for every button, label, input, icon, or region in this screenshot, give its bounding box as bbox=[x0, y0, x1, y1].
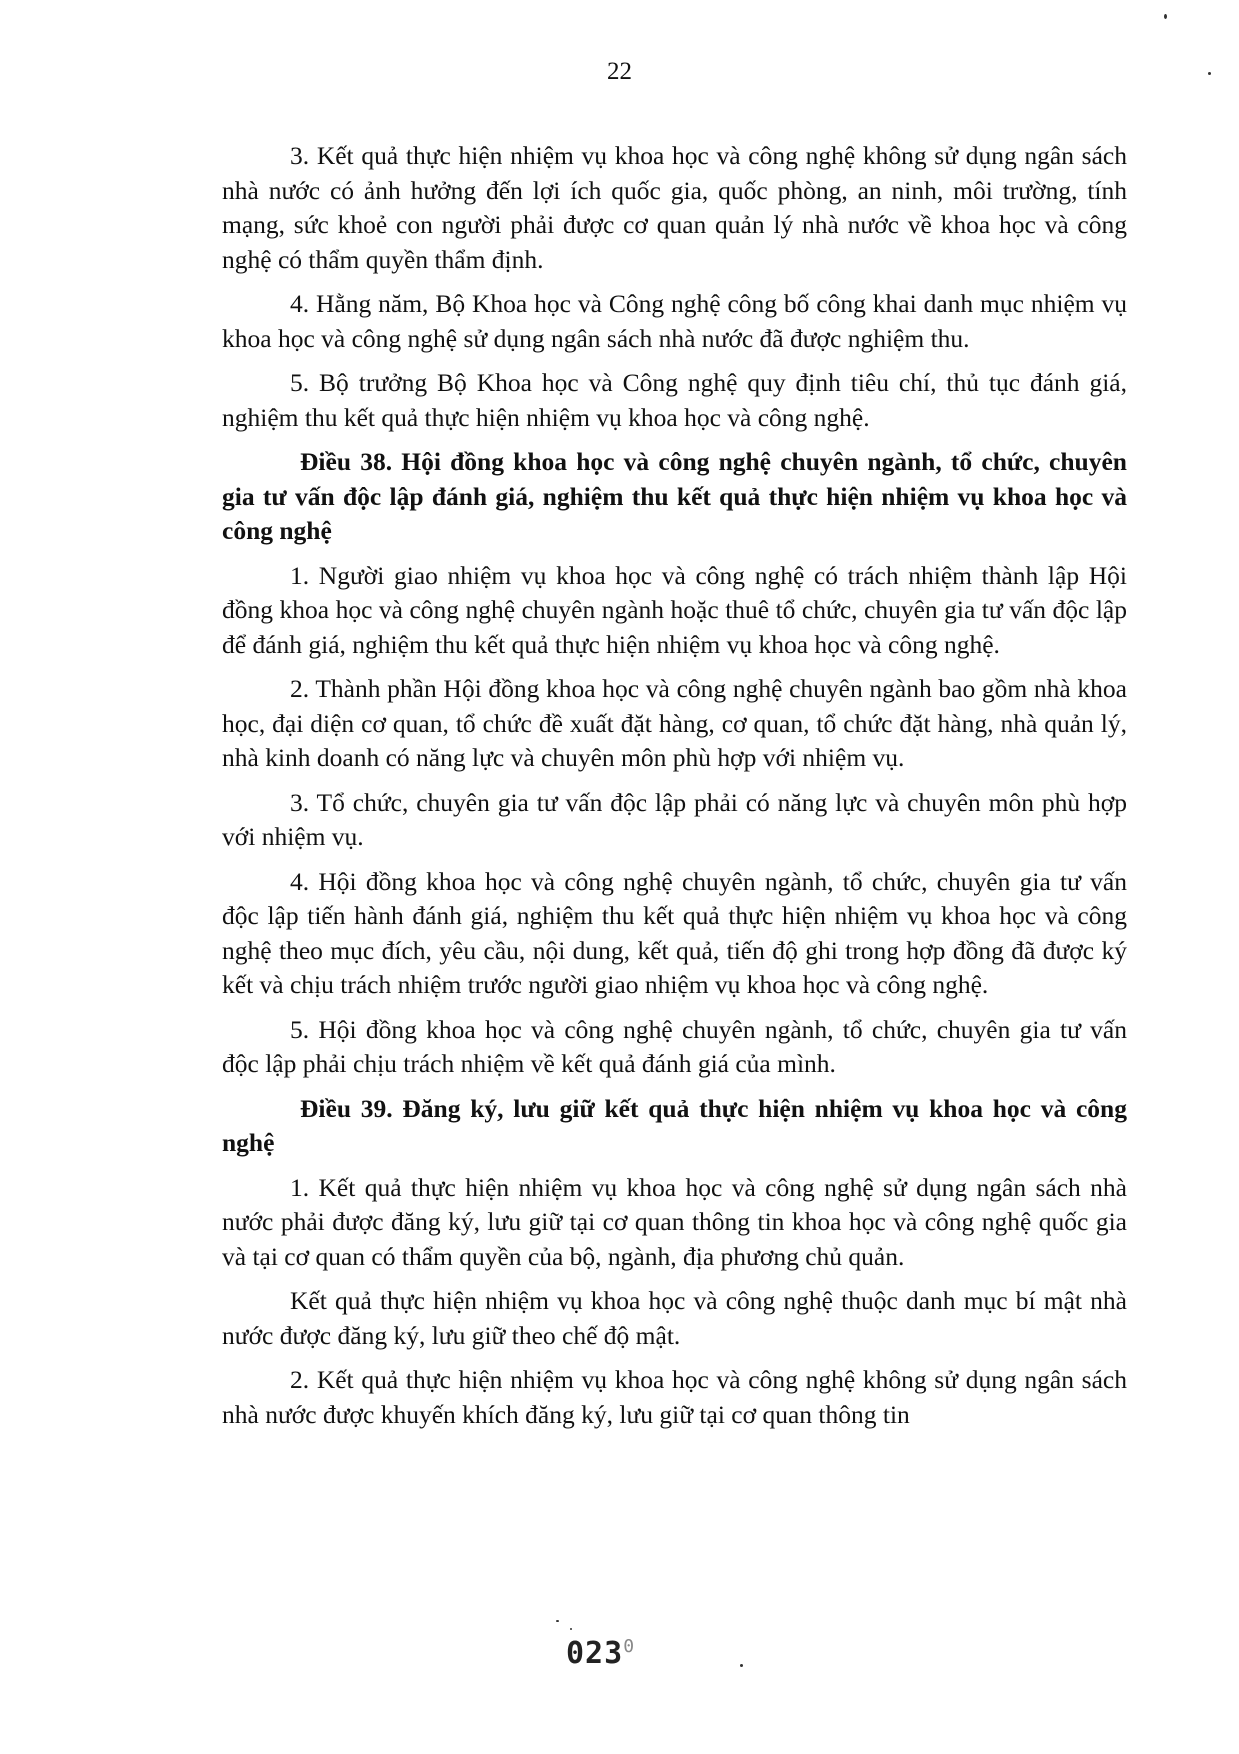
clause-37-3: 3. Kết quả thực hiện nhiệm vụ khoa học và công nghệ không sử dụng ngân sách nhà nước có ảnh hưởng đến lợi ích quốc gia, quốc phòng, an ninh, môi trường, tính mạng, sức khoẻ con người phải được cơ quan quản lý nhà nước về khoa học và công nghệ có thẩm quyền thẩm định. bbox=[222, 141, 1127, 274]
scan-speck bbox=[1208, 72, 1211, 75]
scan-speck bbox=[740, 1664, 743, 1667]
clause-38-5: 5. Hội đồng khoa học và công nghệ chuyên ngành, tổ chức, chuyên gia tư vấn độc lập phải chịu trách nhiệm về kết quả đánh giá của mình. bbox=[222, 1014, 1127, 1078]
article-39-heading: Điều 39. Đăng ký, lưu giữ kết quả thực hiện nhiệm vụ khoa học và công nghệ bbox=[222, 1093, 1127, 1157]
clause-37-4: 4. Hằng năm, Bộ Khoa học và Công nghệ công bố công khai danh mục nhiệm vụ khoa học và công nghệ sử dụng ngân sách nhà nước đã được nghiệm thu. bbox=[222, 289, 1127, 353]
clause-39-1: 1. Kết quả thực hiện nhiệm vụ khoa học và công nghệ sử dụng ngân sách nhà nước phải được đăng ký, lưu giữ tại cơ quan thông tin khoa học và công nghệ quốc gia và tại cơ quan có thẩm quyền của bộ, ngành, địa phương chủ quản. bbox=[222, 1172, 1127, 1271]
document-body bbox=[222, 139, 1127, 1442]
clause-38-3: 3. Tổ chức, chuyên gia tư vấn độc lập phải có năng lực và chuyên môn phù hợp với nhiệm vụ. bbox=[222, 787, 1127, 851]
stamp-number: 023 bbox=[566, 1636, 624, 1671]
clause-38-2: 2. Thành phần Hội đồng khoa học và công nghệ chuyên ngành bao gồm nhà khoa học, đại diện cơ quan, tổ chức đề xuất đặt hàng, cơ quan, tổ chức đặt hàng, nhà quản lý, nhà kinh doanh có năng lực và chuyên môn phù hợp với nhiệm vụ. bbox=[222, 674, 1127, 772]
scan-speck bbox=[1164, 14, 1167, 19]
clause-37-5: 5. Bộ trưởng Bộ Khoa học và Công nghệ quy định tiêu chí, thủ tục đánh giá, nghiệm thu kết quả thực hiện nhiệm vụ khoa học và công nghệ. bbox=[222, 368, 1127, 432]
scan-speck bbox=[556, 1620, 559, 1622]
scan-speck bbox=[570, 1628, 572, 1630]
clause-38-1: 1. Người giao nhiệm vụ khoa học và công nghệ có trách nhiệm thành lập Hội đồng khoa học và công nghệ chuyên ngành hoặc thuê tổ chức, chuyên gia tư vấn độc lập để đánh giá, nghiệm thu kết quả thực hiện nhiệm vụ khoa học và công nghệ. bbox=[222, 560, 1127, 659]
article-38-heading: Điều 38. Hội đồng khoa học và công nghệ chuyên ngành, tổ chức, chuyên gia tư vấn độc lập đánh giá, nghiệm thu kết quả thực hiện nhiệm vụ khoa học và công nghệ bbox=[222, 447, 1127, 545]
clause-39-2: 2. Kết quả thực hiện nhiệm vụ khoa học và công nghệ không sử dụng ngân sách nhà nước được khuyến khích đăng ký, lưu giữ tại cơ quan thông tin bbox=[222, 1365, 1127, 1429]
clause-38-4: 4. Hội đồng khoa học và công nghệ chuyên ngành, tổ chức, chuyên gia tư vấn độc lập tiến hành đánh giá, nghiệm thu kết quả thực hiện nhiệm vụ khoa học và công nghệ theo mục đích, yêu cầu, nội dung, kết quả, tiến độ ghi trong hợp đồng đã được ký kết và chịu trách nhiệm trước người giao nhiệm vụ khoa học và công nghệ. bbox=[222, 866, 1127, 999]
page-number: 22 bbox=[607, 58, 632, 85]
stamp-tail: 0 bbox=[623, 1636, 636, 1657]
clause-39-1-secret: Kết quả thực hiện nhiệm vụ khoa học và công nghệ thuộc danh mục bí mật nhà nước được đăng ký, lưu giữ theo chế độ mật. bbox=[222, 1286, 1127, 1350]
page-stamp bbox=[566, 1636, 635, 1671]
